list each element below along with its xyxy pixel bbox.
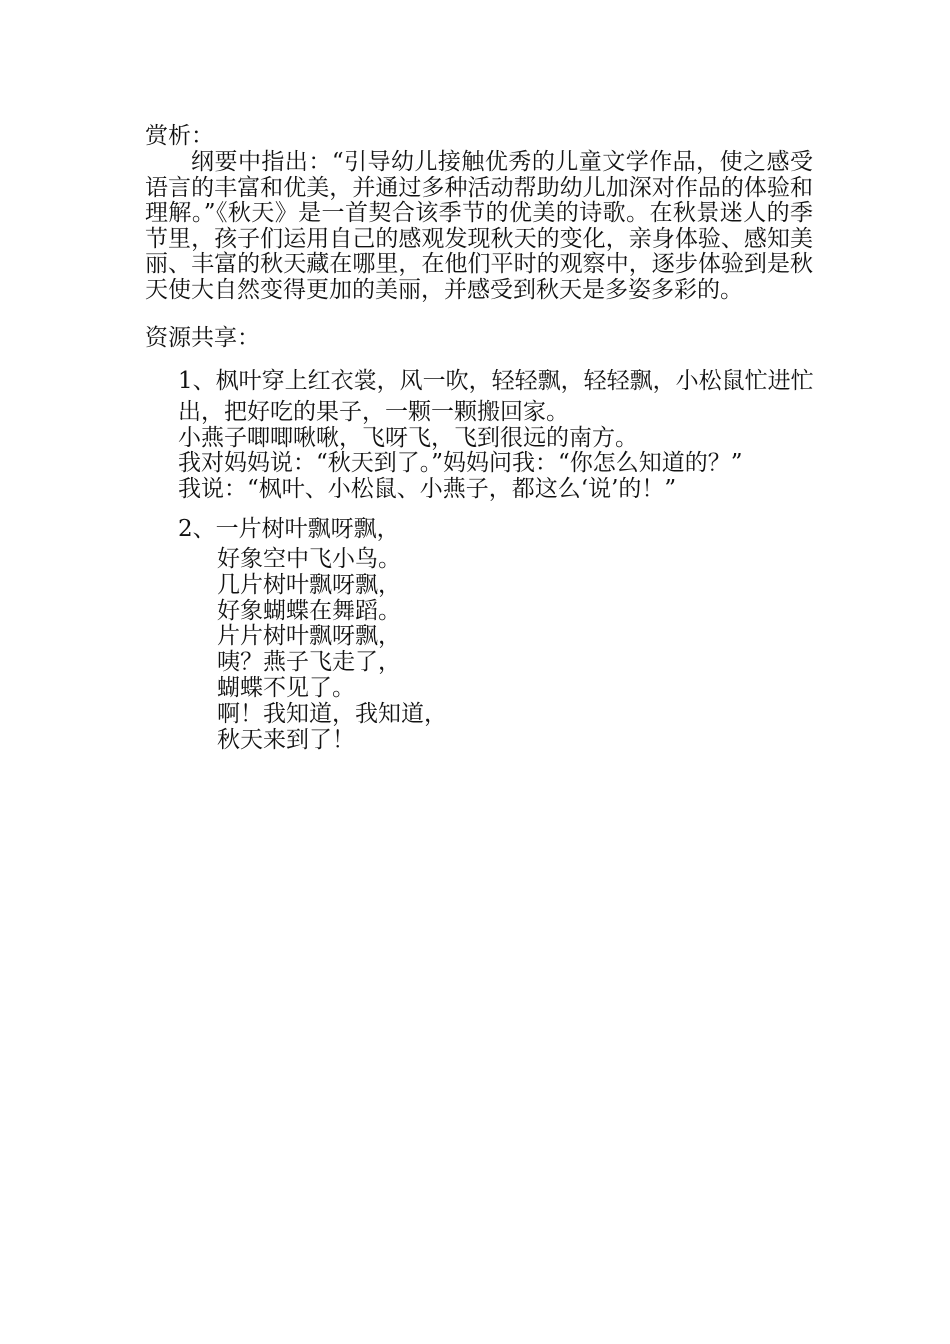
poem1-line: 我对妈妈说：“秋天到了。”妈妈问我：“你怎么知道的？” — [178, 450, 743, 476]
appreciation-heading: 赏析： — [145, 123, 214, 149]
poem2-line: 好象蝴蝶在舞蹈。 — [217, 597, 401, 624]
appreciation-paragraph: 纲要中指出：“引导幼儿接触优秀的儿童文学作品，使之感受语言的丰富和优美，并通过多种活动帮助幼儿加深对作品的体验和理解。”《秋天》是一首契合该季节的优美的诗歌。在秋景迷人的季节里，孩子们运用自己的感观发现秋天的变化，亲身体验、感知美丽、丰富的秋天藏在哪里，在他们平时的观察中，逐步体验到是秋天使大自然变得更加的美丽，并感受到秋天是多姿多彩的。 — [145, 149, 813, 303]
poem1-first-line: 1、枫叶穿上红衣裳，风一吹，轻轻飘，轻轻飘，小松鼠忙进忙 — [178, 368, 814, 394]
poem2-line: 蝴蝶不见了。 — [217, 674, 355, 701]
poem1-line: 小燕子唧唧啾啾，飞呀飞，飞到很远的南方。 — [178, 424, 638, 451]
poem2-line: 片片树叶飘呀飘， — [217, 623, 401, 650]
poem2-line: 好象空中飞小鸟。 — [217, 546, 401, 572]
poem2-line: 几片树叶飘呀飘， — [217, 571, 401, 598]
poem1-line: 我说：“枫叶、小松鼠、小燕子，都这么‘说’的！” — [178, 475, 677, 502]
poem2-line: 啊！我知道，我知道， — [217, 700, 447, 727]
poem2-body — [217, 547, 447, 753]
poem1-body — [178, 400, 743, 502]
poem2-line: 咦？燕子飞走了， — [217, 649, 401, 676]
poem2-first-line: 2、一片树叶飘呀飘， — [178, 516, 400, 542]
poem2-line: 秋天来到了！ — [217, 726, 355, 753]
poem1-line: 出，把好吃的果子，一颗一颗搬回家。 — [178, 399, 569, 425]
resources-heading: 资源共享： — [145, 325, 260, 351]
